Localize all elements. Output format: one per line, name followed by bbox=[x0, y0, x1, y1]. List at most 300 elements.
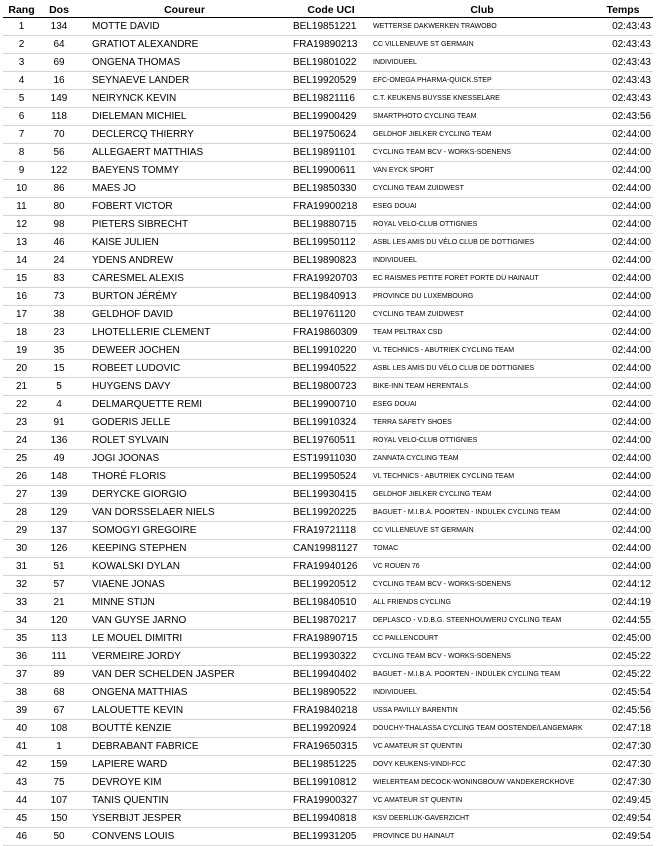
rank-cell: 29 bbox=[3, 522, 40, 540]
club-cell: GELDHOF JIELKER CYCLING TEAM bbox=[371, 486, 593, 504]
club-cell: TEAM PELTRAX CSD bbox=[371, 324, 593, 342]
time-cell: 02:44:00 bbox=[593, 504, 653, 522]
table-row bbox=[3, 324, 653, 342]
bib-cell: 129 bbox=[40, 504, 78, 522]
header-dos: Dos bbox=[40, 2, 78, 18]
time-cell: 02:44:00 bbox=[593, 234, 653, 252]
time-cell: 02:44:19 bbox=[593, 594, 653, 612]
time-cell: 02:44:00 bbox=[593, 288, 653, 306]
rank-cell: 10 bbox=[3, 180, 40, 198]
time-cell: 02:44:00 bbox=[593, 378, 653, 396]
uci-code-cell: BEL19930322 bbox=[291, 648, 371, 666]
uci-code-cell: BEL19900710 bbox=[291, 396, 371, 414]
uci-code-cell: CAN19981127 bbox=[291, 540, 371, 558]
table-row bbox=[3, 360, 653, 378]
club-cell: DOVY KEUKENS-VINDI-FCC bbox=[371, 756, 593, 774]
rider-name-cell: DELMARQUETTE REMI bbox=[78, 396, 291, 414]
club-cell: TERRA SAFETY SHOES bbox=[371, 414, 593, 432]
bib-cell: 91 bbox=[40, 414, 78, 432]
table-row bbox=[3, 504, 653, 522]
rider-name-cell: BAEYENS TOMMY bbox=[78, 162, 291, 180]
time-cell: 02:44:00 bbox=[593, 396, 653, 414]
table-row bbox=[3, 702, 653, 720]
table-row bbox=[3, 342, 653, 360]
rider-name-cell: SEYNAEVE LANDER bbox=[78, 72, 291, 90]
uci-code-cell: BEL19910220 bbox=[291, 342, 371, 360]
rank-cell: 18 bbox=[3, 324, 40, 342]
uci-code-cell: BEL19910324 bbox=[291, 414, 371, 432]
rank-cell: 22 bbox=[3, 396, 40, 414]
rider-name-cell: NEIRYNCK KEVIN bbox=[78, 90, 291, 108]
table-row bbox=[3, 738, 653, 756]
rank-cell: 43 bbox=[3, 774, 40, 792]
time-cell: 02:45:54 bbox=[593, 684, 653, 702]
table-row bbox=[3, 630, 653, 648]
table-row bbox=[3, 234, 653, 252]
rider-name-cell: CONVENS LOUIS bbox=[78, 828, 291, 846]
rider-name-cell: BOUTTÉ KENZIE bbox=[78, 720, 291, 738]
rider-name-cell: GODERIS JELLE bbox=[78, 414, 291, 432]
table-row bbox=[3, 162, 653, 180]
rider-name-cell: VIAENE JONAS bbox=[78, 576, 291, 594]
rank-cell: 9 bbox=[3, 162, 40, 180]
table-row bbox=[3, 756, 653, 774]
table-row bbox=[3, 540, 653, 558]
rank-cell: 4 bbox=[3, 72, 40, 90]
rank-cell: 26 bbox=[3, 468, 40, 486]
time-cell: 02:44:00 bbox=[593, 126, 653, 144]
bib-cell: 98 bbox=[40, 216, 78, 234]
bib-cell: 24 bbox=[40, 252, 78, 270]
club-cell: EC RAISMES PETITE FORET PORTE DU HAINAUT bbox=[371, 270, 593, 288]
bib-cell: 134 bbox=[40, 18, 78, 36]
header-rang: Rang bbox=[3, 2, 40, 18]
rank-cell: 5 bbox=[3, 90, 40, 108]
uci-code-cell: BEL19761120 bbox=[291, 306, 371, 324]
time-cell: 02:44:00 bbox=[593, 306, 653, 324]
bib-cell: 108 bbox=[40, 720, 78, 738]
rider-name-cell: ALLEGAERT MATTHIAS bbox=[78, 144, 291, 162]
bib-cell: 68 bbox=[40, 684, 78, 702]
club-cell: USSA PAVILLY BARENTIN bbox=[371, 702, 593, 720]
uci-code-cell: BEL19880715 bbox=[291, 216, 371, 234]
bib-cell: 51 bbox=[40, 558, 78, 576]
table-row bbox=[3, 72, 653, 90]
table-row bbox=[3, 576, 653, 594]
uci-code-cell: FRA19940126 bbox=[291, 558, 371, 576]
uci-code-cell: BEL19940818 bbox=[291, 810, 371, 828]
uci-code-cell: FRA19650315 bbox=[291, 738, 371, 756]
club-cell: ALL FRIENDS CYCLING bbox=[371, 594, 593, 612]
uci-code-cell: BEL19940402 bbox=[291, 666, 371, 684]
bib-cell: 118 bbox=[40, 108, 78, 126]
bib-cell: 149 bbox=[40, 90, 78, 108]
rank-cell: 17 bbox=[3, 306, 40, 324]
uci-code-cell: FRA19890213 bbox=[291, 36, 371, 54]
rider-name-cell: KEEPING STEPHEN bbox=[78, 540, 291, 558]
table-row bbox=[3, 792, 653, 810]
rank-cell: 20 bbox=[3, 360, 40, 378]
rider-name-cell: DIELEMAN MICHIEL bbox=[78, 108, 291, 126]
time-cell: 02:44:55 bbox=[593, 612, 653, 630]
bib-cell: 67 bbox=[40, 702, 78, 720]
table-row bbox=[3, 468, 653, 486]
rank-cell: 3 bbox=[3, 54, 40, 72]
rider-name-cell: JOGI JOONAS bbox=[78, 450, 291, 468]
bib-cell: 107 bbox=[40, 792, 78, 810]
rank-cell: 45 bbox=[3, 810, 40, 828]
uci-code-cell: FRA19920703 bbox=[291, 270, 371, 288]
rider-name-cell: CARESMEL ALEXIS bbox=[78, 270, 291, 288]
uci-code-cell: BEL19750624 bbox=[291, 126, 371, 144]
rank-cell: 32 bbox=[3, 576, 40, 594]
table-row bbox=[3, 216, 653, 234]
rider-name-cell: BURTON JÉRÉMY bbox=[78, 288, 291, 306]
header-row bbox=[3, 2, 653, 18]
time-cell: 02:47:18 bbox=[593, 720, 653, 738]
uci-code-cell: BEL19821116 bbox=[291, 90, 371, 108]
uci-code-cell: FRA19721118 bbox=[291, 522, 371, 540]
uci-code-cell: BEL19950112 bbox=[291, 234, 371, 252]
club-cell: CYCLING TEAM ZUIDWEST bbox=[371, 180, 593, 198]
time-cell: 02:44:00 bbox=[593, 342, 653, 360]
header-club: Club bbox=[371, 2, 593, 18]
table-row bbox=[3, 54, 653, 72]
rider-name-cell: MAES JO bbox=[78, 180, 291, 198]
uci-code-cell: BEL19940522 bbox=[291, 360, 371, 378]
rider-name-cell: YDENS ANDREW bbox=[78, 252, 291, 270]
uci-code-cell: FRA19900218 bbox=[291, 198, 371, 216]
rank-cell: 25 bbox=[3, 450, 40, 468]
rider-name-cell: LHOTELLERIE CLEMENT bbox=[78, 324, 291, 342]
uci-code-cell: BEL19800723 bbox=[291, 378, 371, 396]
rank-cell: 27 bbox=[3, 486, 40, 504]
bib-cell: 46 bbox=[40, 234, 78, 252]
uci-code-cell: BEL19950524 bbox=[291, 468, 371, 486]
rank-cell: 7 bbox=[3, 126, 40, 144]
table-row bbox=[3, 180, 653, 198]
club-cell: BAGUET - M.I.B.A. POORTEN - INDULEK CYCLING TEAM bbox=[371, 666, 593, 684]
bib-cell: 159 bbox=[40, 756, 78, 774]
bib-cell: 73 bbox=[40, 288, 78, 306]
club-cell: PROVINCE DU LUXEMBOURG bbox=[371, 288, 593, 306]
rider-name-cell: DEBRABANT FABRICE bbox=[78, 738, 291, 756]
uci-code-cell: BEL19930415 bbox=[291, 486, 371, 504]
table-row bbox=[3, 270, 653, 288]
rider-name-cell: SOMOGYI GREGOIRE bbox=[78, 522, 291, 540]
bib-cell: 57 bbox=[40, 576, 78, 594]
time-cell: 02:44:00 bbox=[593, 540, 653, 558]
rider-name-cell: VAN DER SCHELDEN JASPER bbox=[78, 666, 291, 684]
table-row bbox=[3, 36, 653, 54]
club-cell: SMARTPHOTO CYCLING TEAM bbox=[371, 108, 593, 126]
rider-name-cell: LAPIERE WARD bbox=[78, 756, 291, 774]
bib-cell: 139 bbox=[40, 486, 78, 504]
rider-name-cell: THORÉ FLORIS bbox=[78, 468, 291, 486]
bib-cell: 49 bbox=[40, 450, 78, 468]
club-cell: CC PAILLENCOURT bbox=[371, 630, 593, 648]
header-temps: Temps bbox=[593, 2, 653, 18]
club-cell: ASBL LES AMIS DU VÉLO CLUB DE DOTTIGNIES bbox=[371, 360, 593, 378]
rider-name-cell: GELDHOF DAVID bbox=[78, 306, 291, 324]
table-row bbox=[3, 414, 653, 432]
rider-name-cell: HUYGENS DAVY bbox=[78, 378, 291, 396]
rider-name-cell: FOBERT VICTOR bbox=[78, 198, 291, 216]
rider-name-cell: DEVROYE KIM bbox=[78, 774, 291, 792]
club-cell: CYCLING TEAM BCV - WORKS-SOENENS bbox=[371, 576, 593, 594]
club-cell: ESEG DOUAI bbox=[371, 198, 593, 216]
club-cell: CYCLING TEAM BCV - WORKS-SOENENS bbox=[371, 144, 593, 162]
rider-name-cell: MINNE STIJN bbox=[78, 594, 291, 612]
club-cell: INDIVIDUEEL bbox=[371, 54, 593, 72]
uci-code-cell: BEL19890823 bbox=[291, 252, 371, 270]
club-cell: ROYAL VELO-CLUB OTTIGNIES bbox=[371, 216, 593, 234]
time-cell: 02:43:43 bbox=[593, 54, 653, 72]
uci-code-cell: FRA19840218 bbox=[291, 702, 371, 720]
time-cell: 02:45:22 bbox=[593, 666, 653, 684]
table-row bbox=[3, 126, 653, 144]
time-cell: 02:44:00 bbox=[593, 324, 653, 342]
rank-cell: 39 bbox=[3, 702, 40, 720]
table-row bbox=[3, 432, 653, 450]
club-cell: VL TECHNICS - ABUTRIEK CYCLING TEAM bbox=[371, 342, 593, 360]
club-cell: VL TECHNICS - ABUTRIEK CYCLING TEAM bbox=[371, 468, 593, 486]
table-row bbox=[3, 486, 653, 504]
rank-cell: 24 bbox=[3, 432, 40, 450]
time-cell: 02:45:56 bbox=[593, 702, 653, 720]
table-row bbox=[3, 828, 653, 846]
bib-cell: 50 bbox=[40, 828, 78, 846]
table-row bbox=[3, 522, 653, 540]
rank-cell: 2 bbox=[3, 36, 40, 54]
bib-cell: 70 bbox=[40, 126, 78, 144]
bib-cell: 15 bbox=[40, 360, 78, 378]
uci-code-cell: BEL19920529 bbox=[291, 72, 371, 90]
time-cell: 02:44:00 bbox=[593, 216, 653, 234]
time-cell: 02:43:56 bbox=[593, 108, 653, 126]
club-cell: ZANNATA CYCLING TEAM bbox=[371, 450, 593, 468]
uci-code-cell: BEL19760511 bbox=[291, 432, 371, 450]
time-cell: 02:44:00 bbox=[593, 432, 653, 450]
rider-name-cell: LALOUETTE KEVIN bbox=[78, 702, 291, 720]
rider-name-cell: ROLET SYLVAIN bbox=[78, 432, 291, 450]
time-cell: 02:44:00 bbox=[593, 468, 653, 486]
rank-cell: 23 bbox=[3, 414, 40, 432]
table-row bbox=[3, 378, 653, 396]
table-row bbox=[3, 18, 653, 36]
bib-cell: 86 bbox=[40, 180, 78, 198]
rank-cell: 40 bbox=[3, 720, 40, 738]
uci-code-cell: BEL19920225 bbox=[291, 504, 371, 522]
rank-cell: 37 bbox=[3, 666, 40, 684]
time-cell: 02:44:00 bbox=[593, 450, 653, 468]
time-cell: 02:43:43 bbox=[593, 36, 653, 54]
uci-code-cell: BEL19900611 bbox=[291, 162, 371, 180]
bib-cell: 122 bbox=[40, 162, 78, 180]
time-cell: 02:44:12 bbox=[593, 576, 653, 594]
time-cell: 02:43:43 bbox=[593, 18, 653, 36]
club-cell: TOMAC bbox=[371, 540, 593, 558]
rider-name-cell: DECLERCQ THIERRY bbox=[78, 126, 291, 144]
bib-cell: 136 bbox=[40, 432, 78, 450]
rank-cell: 11 bbox=[3, 198, 40, 216]
rank-cell: 16 bbox=[3, 288, 40, 306]
rank-cell: 1 bbox=[3, 18, 40, 36]
uci-code-cell: BEL19890522 bbox=[291, 684, 371, 702]
results-table bbox=[3, 2, 653, 846]
time-cell: 02:44:00 bbox=[593, 414, 653, 432]
club-cell: VC ROUEN 76 bbox=[371, 558, 593, 576]
bib-cell: 83 bbox=[40, 270, 78, 288]
uci-code-cell: BEL19851225 bbox=[291, 756, 371, 774]
uci-code-cell: FRA19890715 bbox=[291, 630, 371, 648]
table-row bbox=[3, 558, 653, 576]
table-row bbox=[3, 90, 653, 108]
table-row bbox=[3, 198, 653, 216]
uci-code-cell: BEL19920924 bbox=[291, 720, 371, 738]
club-cell: EFC-OMEGA PHARMA-QUICK.STEP bbox=[371, 72, 593, 90]
uci-code-cell: EST19911030 bbox=[291, 450, 371, 468]
rider-name-cell: VAN DORSSELAER NIELS bbox=[78, 504, 291, 522]
bib-cell: 150 bbox=[40, 810, 78, 828]
bib-cell: 1 bbox=[40, 738, 78, 756]
uci-code-cell: BEL19870217 bbox=[291, 612, 371, 630]
uci-code-cell: BEL19910812 bbox=[291, 774, 371, 792]
rank-cell: 33 bbox=[3, 594, 40, 612]
bib-cell: 89 bbox=[40, 666, 78, 684]
header-coureur: Coureur bbox=[78, 2, 291, 18]
rider-name-cell: KOWALSKI DYLAN bbox=[78, 558, 291, 576]
bib-cell: 38 bbox=[40, 306, 78, 324]
rider-name-cell: KAISE JULIEN bbox=[78, 234, 291, 252]
time-cell: 02:44:00 bbox=[593, 270, 653, 288]
club-cell: ESEG DOUAI bbox=[371, 396, 593, 414]
bib-cell: 113 bbox=[40, 630, 78, 648]
uci-code-cell: BEL19840510 bbox=[291, 594, 371, 612]
club-cell: WIELERTEAM DECOCK-WONINGBOUW VANDEKERCKHOVE bbox=[371, 774, 593, 792]
table-row bbox=[3, 720, 653, 738]
table-row bbox=[3, 612, 653, 630]
uci-code-cell: BEL19920512 bbox=[291, 576, 371, 594]
uci-code-cell: FRA19860309 bbox=[291, 324, 371, 342]
time-cell: 02:44:00 bbox=[593, 558, 653, 576]
time-cell: 02:47:30 bbox=[593, 756, 653, 774]
bib-cell: 5 bbox=[40, 378, 78, 396]
table-row bbox=[3, 288, 653, 306]
rank-cell: 36 bbox=[3, 648, 40, 666]
bib-cell: 111 bbox=[40, 648, 78, 666]
bib-cell: 64 bbox=[40, 36, 78, 54]
table-row bbox=[3, 666, 653, 684]
rider-name-cell: VERMEIRE JORDY bbox=[78, 648, 291, 666]
club-cell: VC AMATEUR ST QUENTIN bbox=[371, 738, 593, 756]
club-cell: GELDHOF JIELKER CYCLING TEAM bbox=[371, 126, 593, 144]
club-cell: CC VILLENEUVE ST GERMAIN bbox=[371, 522, 593, 540]
rank-cell: 35 bbox=[3, 630, 40, 648]
club-cell: ROYAL VELO-CLUB OTTIGNIES bbox=[371, 432, 593, 450]
club-cell: INDIVIDUEEL bbox=[371, 684, 593, 702]
table-row bbox=[3, 810, 653, 828]
rider-name-cell: DEWEER JOCHEN bbox=[78, 342, 291, 360]
rider-name-cell: VAN GUYSE JARNO bbox=[78, 612, 291, 630]
bib-cell: 35 bbox=[40, 342, 78, 360]
club-cell: KSV DEERLIJK-GAVERZICHT bbox=[371, 810, 593, 828]
club-cell: CYCLING TEAM ZUIDWEST bbox=[371, 306, 593, 324]
club-cell: DEPLASCO - V.D.B.G. STEENHOUWERIJ CYCLING TEAM bbox=[371, 612, 593, 630]
rank-cell: 6 bbox=[3, 108, 40, 126]
uci-code-cell: BEL19850330 bbox=[291, 180, 371, 198]
time-cell: 02:44:00 bbox=[593, 360, 653, 378]
club-cell: BIKE-INN TEAM HERENTALS bbox=[371, 378, 593, 396]
rider-name-cell: DERYCKE GIORGIO bbox=[78, 486, 291, 504]
rider-name-cell: LE MOUEL DIMITRI bbox=[78, 630, 291, 648]
table-row bbox=[3, 252, 653, 270]
time-cell: 02:44:00 bbox=[593, 180, 653, 198]
rank-cell: 38 bbox=[3, 684, 40, 702]
table-row bbox=[3, 306, 653, 324]
club-cell: BAGUET - M.I.B.A. POORTEN - INDULEK CYCLING TEAM bbox=[371, 504, 593, 522]
rank-cell: 15 bbox=[3, 270, 40, 288]
table-row bbox=[3, 774, 653, 792]
club-cell: INDIVIDUEEL bbox=[371, 252, 593, 270]
rank-cell: 46 bbox=[3, 828, 40, 846]
rank-cell: 12 bbox=[3, 216, 40, 234]
time-cell: 02:44:00 bbox=[593, 252, 653, 270]
time-cell: 02:43:43 bbox=[593, 72, 653, 90]
club-cell: WETTERSE DAKWERKEN TRAWOBO bbox=[371, 18, 593, 36]
time-cell: 02:49:54 bbox=[593, 810, 653, 828]
club-cell: DOUCHY-THALASSA CYCLING TEAM OOSTENDE/LANGEMARK bbox=[371, 720, 593, 738]
rider-name-cell: ONGENA MATTHIAS bbox=[78, 684, 291, 702]
rank-cell: 28 bbox=[3, 504, 40, 522]
rider-name-cell: ONGENA THOMAS bbox=[78, 54, 291, 72]
rank-cell: 19 bbox=[3, 342, 40, 360]
table-row bbox=[3, 144, 653, 162]
bib-cell: 69 bbox=[40, 54, 78, 72]
header-uci: Code UCI bbox=[291, 2, 371, 18]
time-cell: 02:44:00 bbox=[593, 522, 653, 540]
bib-cell: 23 bbox=[40, 324, 78, 342]
bib-cell: 75 bbox=[40, 774, 78, 792]
bib-cell: 148 bbox=[40, 468, 78, 486]
rider-name-cell: YSERBIJT JESPER bbox=[78, 810, 291, 828]
bib-cell: 56 bbox=[40, 144, 78, 162]
uci-code-cell: FRA19900327 bbox=[291, 792, 371, 810]
time-cell: 02:45:22 bbox=[593, 648, 653, 666]
table-row bbox=[3, 648, 653, 666]
club-cell: CC VILLENEUVE ST GERMAIN bbox=[371, 36, 593, 54]
rank-cell: 21 bbox=[3, 378, 40, 396]
time-cell: 02:47:30 bbox=[593, 774, 653, 792]
table-row bbox=[3, 594, 653, 612]
rank-cell: 44 bbox=[3, 792, 40, 810]
bib-cell: 126 bbox=[40, 540, 78, 558]
bib-cell: 4 bbox=[40, 396, 78, 414]
time-cell: 02:44:00 bbox=[593, 144, 653, 162]
table-row bbox=[3, 450, 653, 468]
club-cell: VAN EYCK SPORT bbox=[371, 162, 593, 180]
rank-cell: 41 bbox=[3, 738, 40, 756]
club-cell: VC AMATEUR ST QUENTIN bbox=[371, 792, 593, 810]
rider-name-cell: MOTTE DAVID bbox=[78, 18, 291, 36]
rank-cell: 30 bbox=[3, 540, 40, 558]
bib-cell: 120 bbox=[40, 612, 78, 630]
time-cell: 02:49:54 bbox=[593, 828, 653, 846]
club-cell: C.T. KEUKENS BUYSSE KNESSELARE bbox=[371, 90, 593, 108]
rank-cell: 13 bbox=[3, 234, 40, 252]
uci-code-cell: BEL19891101 bbox=[291, 144, 371, 162]
rank-cell: 34 bbox=[3, 612, 40, 630]
